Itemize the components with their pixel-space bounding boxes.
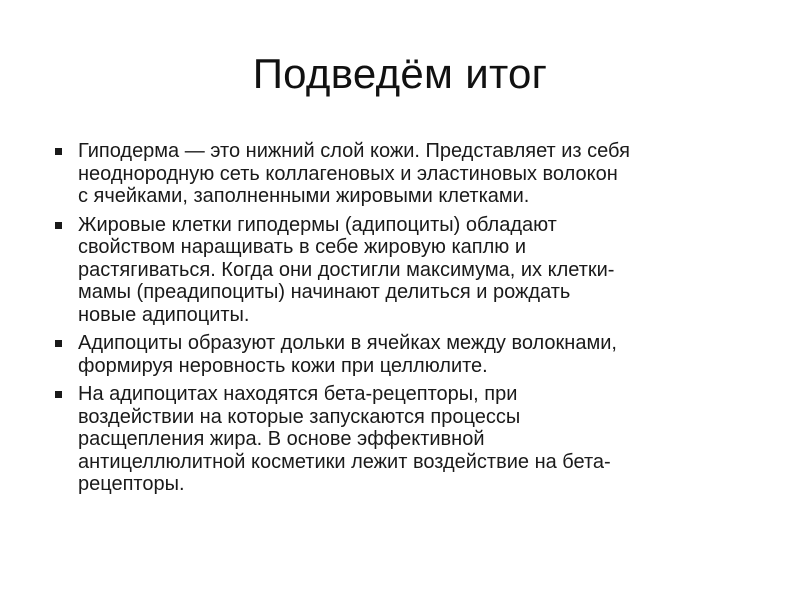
square-bullet-icon: [55, 148, 62, 155]
square-bullet-icon: [55, 222, 62, 229]
bullet-text-line: растягиваться. Когда они достигли максимума, их клетки-: [78, 258, 615, 281]
bullet-text-line: свойством наращивать в себе жировую каплю и: [78, 236, 527, 258]
slide-title: Подведём итог: [252, 50, 548, 97]
bullet-text-line: воздействии на которые запускаются процессы: [78, 405, 521, 428]
bullet-text-line: рецепторы.: [78, 473, 185, 495]
bullet-text-line: Жировые клетки гиподермы (адипоциты) обладают: [78, 213, 557, 236]
bullet-item: [52, 140, 752, 208]
bullet-text-line: с ячейками, заполненными жировыми клетками.: [78, 185, 530, 207]
bullet-item: [52, 383, 752, 496]
square-bullet-icon: [55, 340, 62, 347]
bullet-text-line: формируя неровность кожи при целлюлите.: [78, 354, 488, 377]
bullet-text-line: мамы (преадипоциты) начинают делиться и рождать: [78, 281, 571, 303]
bullet-text-line: неоднородную сеть коллагеновых и эластиновых волокон: [78, 162, 618, 185]
bullet-text-line: антицеллюлитной косметики лежит воздействие на бета-: [78, 450, 611, 473]
bullet-item: [52, 214, 752, 327]
bullet-text-line: Адипоциты образуют дольки в ячейках между волокнами,: [78, 332, 617, 354]
square-bullet-icon: [55, 391, 62, 398]
bullet-text-line: Гиподерма — это нижний слой кожи. Представляет из себя: [78, 140, 630, 162]
bullet-list: [52, 140, 752, 502]
bullet-text-line: новые адипоциты.: [78, 303, 250, 326]
bullet-text-line: На адипоцитах находятся бета-рецепторы, при: [78, 383, 518, 405]
bullet-text-line: расщепления жира. В основе эффективной: [78, 428, 485, 450]
bullet-item: [52, 332, 752, 377]
